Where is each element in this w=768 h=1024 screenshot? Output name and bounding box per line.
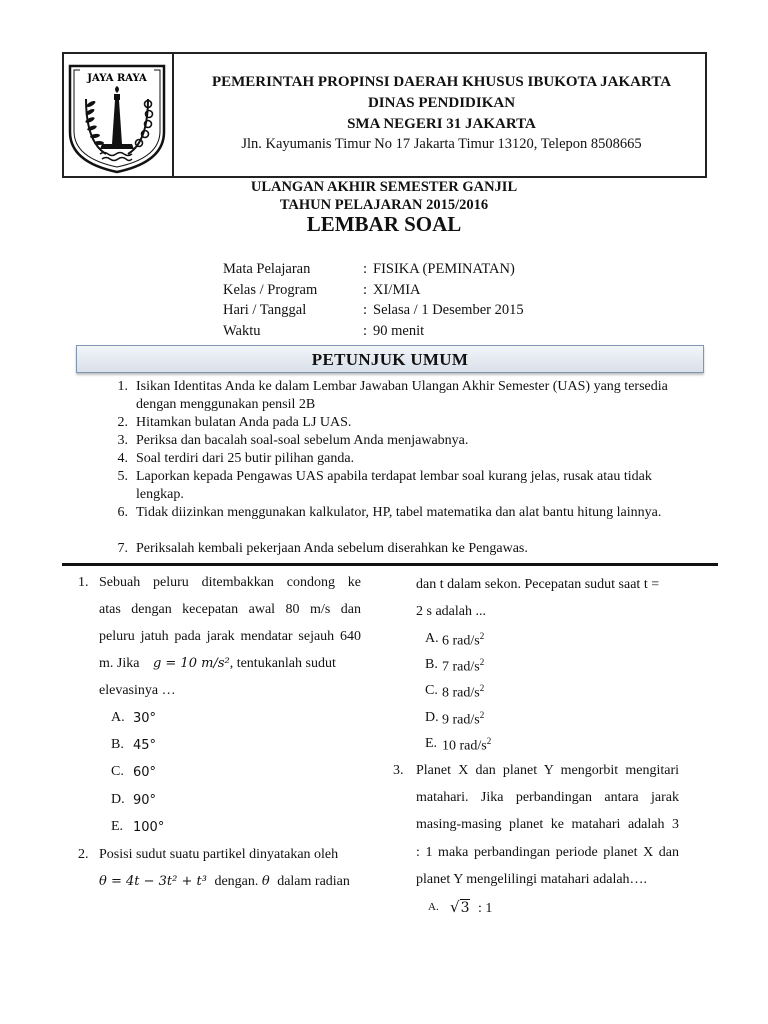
info-value: 90 menit: [373, 323, 425, 339]
school-address: Jln. Kayumanis Timur No 17 Jakarta Timur 13120, Telepon 8508665: [241, 136, 642, 152]
option-value: 8 rad/$s^2$: [442, 683, 485, 701]
question-text-line: [99, 874, 350, 890]
instruction-number: 1.: [117, 379, 128, 394]
info-colon: :: [363, 261, 368, 277]
question-text-line: Planet X dan planet Y mengorbit mengitari: [416, 763, 679, 778]
option-value: 100°: [133, 820, 165, 835]
section-divider: [62, 563, 718, 566]
question-number: 2.: [78, 847, 89, 862]
institution-line-2: DINAS PENDIDIKAN: [367, 95, 516, 111]
question-number: 1.: [78, 575, 89, 590]
info-value: Selasa / 1 Desember 2015: [373, 302, 524, 318]
exam-title: ULANGAN AKHIR SEMESTER GANJIL: [250, 179, 518, 195]
logo-cell: [64, 54, 174, 176]
school-name: SMA NEGERI 31 JAKARTA: [347, 116, 536, 132]
instruction-text: Periksa dan bacalah soal-soal sebelum Anda menjawabnya.: [136, 433, 469, 448]
option-label: E.: [425, 736, 438, 751]
instruction-text: Laporkan kepada Pengawas UAS apabila terdapat lembar soal kurang jelas, rusak atau tidak lengkap.: [136, 469, 652, 502]
question-text-line: [99, 656, 336, 672]
option-label: C.: [425, 683, 438, 698]
info-value: XI/MIA: [373, 282, 421, 298]
question-text-line: : 1 maka perbandingan periode planet X dan: [416, 845, 679, 860]
option-label: D.: [111, 792, 125, 807]
document-title: LEMBAR SOAL: [306, 212, 462, 236]
instructions-header: [76, 345, 704, 373]
letterhead-box: [62, 52, 707, 178]
instruction-number: 3.: [117, 433, 128, 448]
option-value: 30°: [133, 711, 157, 726]
option-label: A.: [111, 710, 125, 725]
option-label: B.: [111, 737, 124, 752]
question-text-line: atas dengan kecepatan awal 80 m/s dan: [99, 602, 361, 617]
instruction-number: 5.: [117, 469, 128, 484]
option-label: E.: [111, 819, 124, 834]
option-label: D.: [425, 710, 439, 725]
option-value: 90°: [133, 793, 157, 808]
instructions-title: PETUNJUK UMUM: [311, 350, 469, 369]
option-label: A.: [428, 901, 439, 913]
instruction-number: 4.: [117, 451, 128, 466]
option-label: A.: [425, 631, 439, 646]
academic-year: TAHUN PELAJARAN 2015/2016: [279, 197, 489, 213]
formula: θ = 4t − 3t² + t³: [99, 874, 207, 889]
info-colon: :: [363, 323, 368, 339]
formula: g = 10 m/s²: [152, 656, 230, 671]
question-text-line: masing-masing planet ke matahari adalah 3: [416, 817, 679, 832]
info-colon: :: [363, 302, 368, 318]
info-label: Mata Pelajaran: [223, 261, 311, 277]
instruction-text: Isikan Identitas Anda ke dalam Lembar Jawaban Ulangan Akhir Semester (UAS) yang tersedia dengan menggunakan pensil 2B: [136, 379, 668, 412]
info-label: Kelas / Program: [223, 282, 318, 298]
option-value: 45°: [133, 738, 157, 753]
instruction-text: Soal terdiri dari 25 butir pilihan ganda.: [136, 451, 355, 466]
instruction-number: 2.: [117, 415, 128, 430]
jaya-raya-emblem-icon: [64, 54, 170, 176]
info-label: Hari / Tanggal: [223, 302, 307, 318]
question-text-line: matahari. Jika perbandingan antara jarak: [416, 790, 679, 805]
question-text-line: peluru jatuh pada jarak mendatar sejauh 640: [99, 629, 361, 644]
instruction-number: 7.: [117, 541, 128, 556]
info-value: FISIKA (PEMINATAN): [373, 261, 515, 277]
option-value: 6 rad/$s^2$: [442, 631, 485, 649]
instruction-text: Hitamkan bulatan Anda pada LJ UAS.: [136, 415, 352, 430]
option-value: 60°: [133, 765, 157, 780]
option-value: 9 rad/$s^2$: [442, 710, 485, 728]
question-text-line: dan t dalam sekon. Pecepatan sudut saat t =: [416, 577, 660, 592]
option-value: 7 rad/$s^2$: [442, 657, 485, 675]
logo-motto: JAYA RAYA: [87, 73, 147, 84]
info-label: Waktu: [223, 323, 261, 339]
instruction-text: Tidak diizinkan menggunakan kalkulator, HP, tabel matematika dan alat bantu hitung lainnya.: [136, 505, 662, 520]
question-text: dalam radian: [277, 874, 350, 889]
question-text: m. Jika: [99, 656, 140, 671]
question-text: , tentukanlah sudut: [229, 656, 336, 671]
option-value: 10 rad/$s^2$: [442, 736, 492, 754]
question-text-line: Sebuah peluru ditembakkan condong ke: [99, 575, 361, 590]
question-text-line: 2 s adalah ...: [416, 604, 486, 619]
institution-line-1: PEMERINTAH PROPINSI DAERAH KHUSUS IBUKOTA JAKARTA: [211, 74, 672, 90]
instruction-text: Periksalah kembali pekerjaan Anda sebelum diserahkan ke Pengawas.: [136, 541, 528, 556]
question-text-line: Posisi sudut suatu partikel dinyatakan oleh: [99, 847, 339, 862]
question-text: dengan.: [214, 874, 259, 889]
instruction-number: 6.: [117, 505, 128, 520]
option-label: B.: [425, 657, 438, 672]
question-number: 3.: [393, 763, 404, 778]
square-root-icon: √: [450, 898, 460, 916]
info-colon: :: [363, 282, 368, 298]
formula: θ: [261, 874, 270, 889]
question-text-line: elevasinya …: [99, 683, 176, 698]
option-label: C.: [111, 764, 124, 779]
question-text-line: planet Y mengelilingi matahari adalah….: [416, 872, 648, 887]
option-value: √3 : 1: [450, 898, 493, 916]
